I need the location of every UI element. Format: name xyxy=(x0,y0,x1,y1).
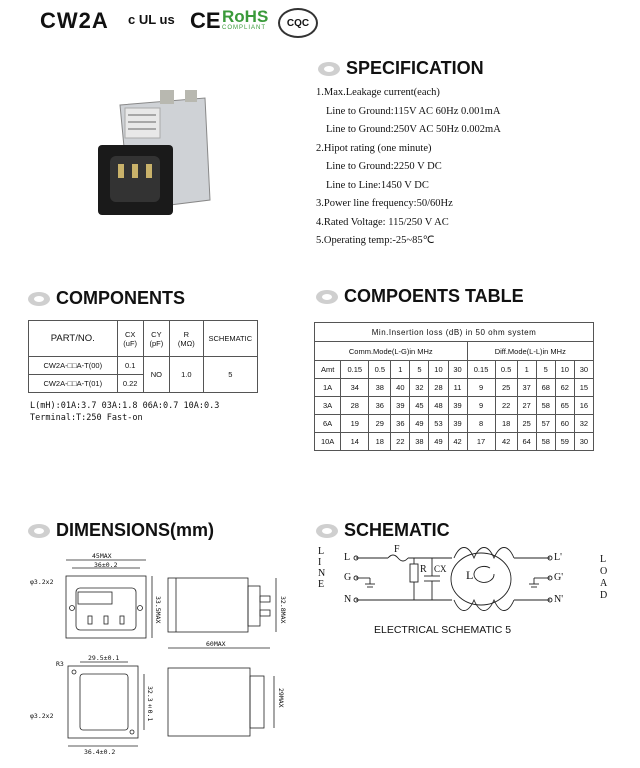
loss-cell: 25 xyxy=(495,379,517,397)
loss-cell: 9 xyxy=(467,379,495,397)
loss-cell: 64 xyxy=(517,433,536,451)
spec-line: 4.Rated Voltage: 115/250 V AC xyxy=(316,216,449,228)
col-cy xyxy=(143,321,169,357)
col-cx xyxy=(117,321,143,357)
table-row xyxy=(29,357,258,375)
freq-header: 30 xyxy=(574,361,593,379)
components-table-title: COMPOENTS TABLE xyxy=(344,286,524,306)
cx-cell: 0.1 xyxy=(117,357,143,375)
load-label xyxy=(600,554,614,602)
loss-cell: 11 xyxy=(448,379,467,397)
loss-cell: 39 xyxy=(391,397,410,415)
loss-cell: 49 xyxy=(429,433,448,451)
cy-label: CY xyxy=(151,329,162,339)
input-label: L xyxy=(344,552,351,563)
loss-cell: 17 xyxy=(467,433,495,451)
col-schematic: SCHEMATIC xyxy=(203,321,257,357)
input-label: N xyxy=(344,594,352,605)
spec-line: 3.Power line frequency:50/60Hz xyxy=(316,198,453,209)
loss-cell: 40 xyxy=(391,379,410,397)
dim-label: φ3.2x2 xyxy=(30,712,54,720)
dim-label: 45MAX xyxy=(92,552,112,560)
loss-cell: 57 xyxy=(536,415,555,433)
loss-cell: 48 xyxy=(429,397,448,415)
dim-label: 33.5MAX xyxy=(154,596,162,624)
loss-cell: 65 xyxy=(555,397,574,415)
r-cell: 1.0 xyxy=(169,357,203,393)
spec-line: 5.Operating temp:-25~85℃ xyxy=(316,235,435,246)
table-row xyxy=(315,361,594,379)
components-table-heading xyxy=(316,286,524,307)
loss-cell: 15 xyxy=(574,379,593,397)
line-label xyxy=(318,546,332,590)
dim-label: 60MAX xyxy=(206,640,226,648)
loss-cell: 28 xyxy=(429,379,448,397)
dim-label: 36±0.2 xyxy=(94,561,118,569)
dimensions-title: DIMENSIONS(mm) xyxy=(56,520,215,540)
load-letter: L xyxy=(600,554,607,565)
load-letter: A xyxy=(600,578,608,589)
dim-label: 29.5±0.1 xyxy=(88,654,120,662)
components-heading xyxy=(28,288,185,309)
cy-cell: NO xyxy=(143,357,169,393)
freq-header: 5 xyxy=(410,361,429,379)
inductance-note: L(mH):01A:3.7 03A:1.8 06A:0.7 10A:0.3 xyxy=(30,401,220,411)
amp-cell: 10A xyxy=(315,433,341,451)
cx-unit: (uF) xyxy=(123,338,138,348)
loss-cell: 38 xyxy=(369,379,391,397)
schematic-cell: 5 xyxy=(203,357,257,393)
capacitor-label: CX xyxy=(434,564,447,574)
loss-cell: 25 xyxy=(517,415,536,433)
input-label: G xyxy=(344,572,352,583)
output-label: N' xyxy=(554,594,564,605)
loss-cell: 37 xyxy=(517,379,536,397)
cqc-badge: CQC xyxy=(278,8,318,38)
resistor-label: R xyxy=(420,564,427,575)
loss-cell: 53 xyxy=(429,415,448,433)
col-part: PART/NO. xyxy=(29,321,118,357)
loss-cell: 32 xyxy=(574,415,593,433)
spec-line: Line to Ground:115V AC 60Hz 0.001mA xyxy=(326,105,501,117)
schematic-title: SCHEMATIC xyxy=(344,520,450,540)
ul-mark: c UL us xyxy=(128,12,175,27)
product-photo xyxy=(90,90,220,230)
loss-cell: 59 xyxy=(555,433,574,451)
dim-label: 36.4±0.2 xyxy=(84,748,116,756)
loss-cell: 45 xyxy=(410,397,429,415)
freq-header: 10 xyxy=(429,361,448,379)
load-letter: O xyxy=(600,566,608,577)
dimensions-heading xyxy=(28,520,214,541)
amp-cell: 1A xyxy=(315,379,341,397)
freq-header: 1 xyxy=(517,361,536,379)
section-bullet-icon xyxy=(316,524,338,538)
dimension-drawings xyxy=(28,548,308,760)
dim-label: 32.8MAX xyxy=(279,596,287,624)
loss-cell: 42 xyxy=(495,433,517,451)
spec-line: Line to Line:1450 V DC xyxy=(326,179,429,191)
loss-cell: 22 xyxy=(391,433,410,451)
terminal-note: Terminal:T:250 Fast-on xyxy=(30,413,143,423)
section-bullet-icon xyxy=(316,290,338,304)
loss-cell: 68 xyxy=(536,379,555,397)
loss-cell: 16 xyxy=(574,397,593,415)
section-bullet-icon xyxy=(28,292,50,306)
loss-cell: 14 xyxy=(341,433,369,451)
amp-cell: 6A xyxy=(315,415,341,433)
loss-cell: 58 xyxy=(536,397,555,415)
freq-header: 0.5 xyxy=(495,361,517,379)
components-title: COMPONENTS xyxy=(56,288,186,308)
loss-cell: 9 xyxy=(467,397,495,415)
col-r xyxy=(169,321,203,357)
table-row xyxy=(315,397,594,415)
dim-label: 29MAX xyxy=(277,688,285,708)
loss-cell: 34 xyxy=(341,379,369,397)
loss-cell: 19 xyxy=(341,415,369,433)
cx-label: CX xyxy=(124,329,136,339)
loss-cell: 36 xyxy=(369,397,391,415)
loss-cell: 30 xyxy=(574,433,593,451)
loss-cell: 36 xyxy=(391,415,410,433)
ce-mark: CE xyxy=(190,8,221,33)
table-row xyxy=(315,415,594,433)
schematic-diagram xyxy=(336,542,596,618)
r-label: R xyxy=(183,329,189,339)
diff-mode-header: Diff.Mode(L-L)in MHz xyxy=(467,342,593,361)
spec-line: Line to Ground:2250 V DC xyxy=(326,161,442,172)
components-table xyxy=(28,320,258,393)
table-caption: Min.Insertion loss (dB) in 50 ohm system xyxy=(315,323,594,342)
freq-header: 30 xyxy=(448,361,467,379)
freq-header: 0.15 xyxy=(341,361,369,379)
loss-cell: 39 xyxy=(448,397,467,415)
output-label: G' xyxy=(554,572,564,583)
freq-header: 1 xyxy=(391,361,410,379)
part-cell: CW2A-□□A-T(00) xyxy=(29,357,118,375)
specification-title: SPECIFICATION xyxy=(346,58,484,78)
loss-cell: 29 xyxy=(369,415,391,433)
inductor-label: L xyxy=(466,568,474,582)
loss-cell: 39 xyxy=(448,415,467,433)
line-letter: L xyxy=(318,546,325,557)
line-letter: I xyxy=(318,557,322,568)
loss-cell: 49 xyxy=(410,415,429,433)
components-notes xyxy=(30,400,219,424)
dim-label: φ3.2x2 xyxy=(30,578,54,586)
freq-header: 0.5 xyxy=(369,361,391,379)
amt-header: Amt xyxy=(315,361,341,379)
insertion-loss-table xyxy=(314,322,594,451)
spec-line: Line to Ground:250V AC 50Hz 0.002mA xyxy=(326,124,501,135)
dim-label: 32.3±0.1 xyxy=(146,686,154,722)
freq-header: 0.15 xyxy=(467,361,495,379)
loss-cell: 58 xyxy=(536,433,555,451)
loss-cell: 8 xyxy=(467,415,495,433)
spec-line: 2.Hipot rating (one minute) xyxy=(316,142,432,154)
loss-cell: 18 xyxy=(495,415,517,433)
loss-cell: 27 xyxy=(517,397,536,415)
specification-heading xyxy=(318,58,484,79)
model-title: CW2A xyxy=(40,8,109,33)
loss-cell: 32 xyxy=(410,379,429,397)
loss-cell: 28 xyxy=(341,397,369,415)
table-body xyxy=(315,379,594,451)
freq-header: 10 xyxy=(555,361,574,379)
loss-cell: 38 xyxy=(410,433,429,451)
load-letter: D xyxy=(600,590,608,601)
fuse-label: F xyxy=(394,544,400,555)
table-row xyxy=(315,433,594,451)
rohs-badge xyxy=(222,8,268,31)
loss-cell: 60 xyxy=(555,415,574,433)
line-letter: E xyxy=(318,579,325,590)
loss-cell: 42 xyxy=(448,433,467,451)
rohs-sub: COMPLIANT xyxy=(222,25,267,31)
loss-cell: 62 xyxy=(555,379,574,397)
specification-list xyxy=(316,84,501,251)
dim-label: R3 xyxy=(56,660,64,668)
section-bullet-icon xyxy=(318,62,340,76)
freq-header: 5 xyxy=(536,361,555,379)
schematic-heading xyxy=(316,520,450,541)
cy-unit: (pF) xyxy=(149,338,164,348)
r-unit: (MΩ) xyxy=(177,338,195,348)
output-label: L' xyxy=(554,552,562,563)
section-bullet-icon xyxy=(28,524,50,538)
comm-mode-header: Comm.Mode(L-G)in MHz xyxy=(315,342,468,361)
spec-line: 1.Max.Leakage current(each) xyxy=(316,87,440,98)
rohs-text: RoHS xyxy=(222,7,269,26)
loss-cell: 22 xyxy=(495,397,517,415)
loss-cell: 18 xyxy=(369,433,391,451)
amp-cell: 3A xyxy=(315,397,341,415)
line-letter: N xyxy=(318,568,326,579)
schematic-caption: ELECTRICAL SCHEMATIC 5 xyxy=(374,624,512,636)
cx-cell: 0.22 xyxy=(117,375,143,393)
part-cell: CW2A-□□A-T(01) xyxy=(29,375,118,393)
table-row xyxy=(315,379,594,397)
